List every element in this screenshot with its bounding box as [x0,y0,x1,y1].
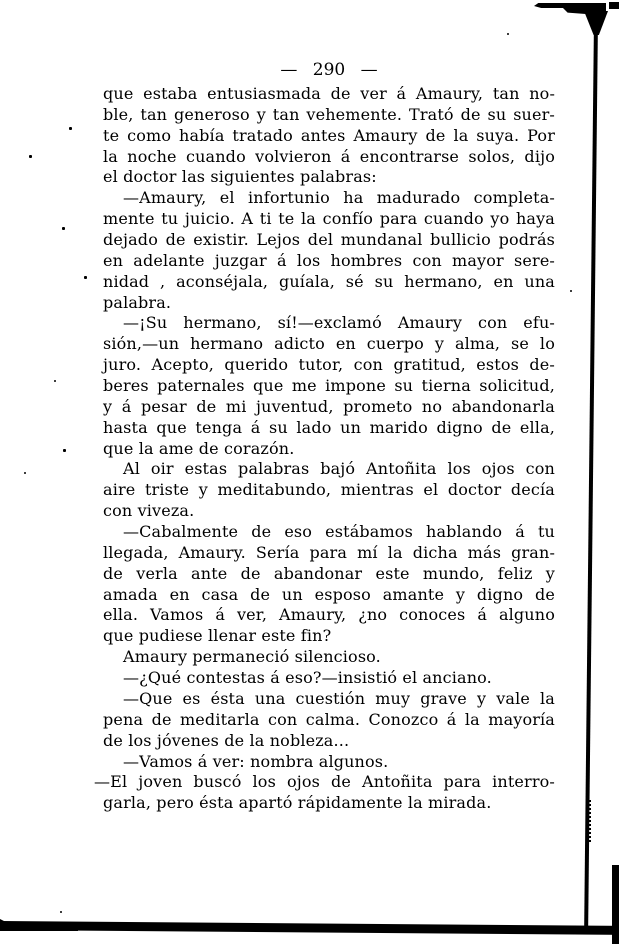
text-line: de los jóvenes de la nobleza... [103,730,350,750]
text-line: —¿Qué contestas á eso?—insistió el anciano. [123,668,492,688]
scan-speck [62,227,65,230]
scan-speck [84,276,87,279]
text-line: hasta que tenga á su lado un marido digno de ella, [103,417,555,437]
text-line: palabra. [103,292,172,312]
scan-speck [29,155,32,158]
text-line: beres paternales que me impone su tierna solicitud, [103,376,555,396]
scan-artifact-top-right-corner [609,2,619,9]
text-line: ella. Vamos á ver, Amaury, ¿no conoces á alguno [103,605,555,625]
text-line: —¡Su hermano, sí!—exclamó Amaury con efu- [123,313,555,333]
text-line: el doctor las siguientes palabras: [103,167,377,187]
text-line: sión,—un hermano adicto en cuerpo y alma, se lo [103,334,555,354]
text-line: que la ame de corazón. [103,438,295,458]
scan-speck [570,290,572,292]
text-line: ble, tan generoso y tan vehemente. Trató de su suer- [103,104,555,124]
body-text [94,84,555,814]
text-line: —Amaury, el infortunio ha madurado completa- [123,188,555,208]
scan-speck [63,449,66,452]
text-line: garla, pero ésta apartó rápidamente la mirada. [103,793,492,813]
scan-speck [60,911,62,913]
scan-artifact-bottom-bar [0,921,619,935]
page-number-header: — 290 — [280,60,378,80]
scan-speck [24,472,26,474]
scan-speck [69,127,72,130]
text-line: te como había tratado antes Amaury de la suya. Por [103,125,555,145]
text-line: llegada, Amaury. Sería para mí la dicha más gran- [103,542,555,562]
scan-speck [54,380,56,382]
text-line: —Vamos á ver: nombra algunos. [123,751,389,771]
text-line: nidad , aconséjala, guíala, sé su hermano, en una [103,271,555,291]
text-line: Al oir estas palabras bajó Antoñita los ojos con [123,459,555,479]
text-line: aire triste y meditabundo, mientras el doctor decía [103,480,555,500]
text-line: con viveza. [103,501,195,521]
text-line: que estaba entusiasmada de ver á Amaury, tan no- [103,84,555,103]
scan-speck [507,33,509,35]
text-line: y á pesar de mi juventud, prometo no abandonarla [103,396,555,416]
text-line: Amaury permaneció silencioso. [123,647,381,667]
text-line: —Cabalmente de eso estábamos hablando á tu [123,522,555,542]
text-line: amada en casa de un esposo amante y digno de [103,584,555,604]
text-line: —El joven buscó los ojos de Antoñita para interro- [94,772,555,792]
text-line: de verla ante de abandonar este mundo, feliz y [103,563,555,583]
text-line: dejado de existir. Lejos del mundanal bullicio podrás [103,230,555,250]
text-line: mente tu juicio. A ti te la confío para cuando yo haya [103,209,555,229]
text-line: juro. Acepto, querido tutor, con gratitud, estos de- [103,355,555,375]
text-line: en adelante juzgar á los hombres con mayor sere- [103,250,555,270]
text-line: la noche cuando volvieron á encontrarse solos, dijo [103,146,555,166]
text-line: que pudiese llenar este fin? [103,626,332,646]
scan-artifact-dotted-dash [589,800,591,842]
text-line: pena de meditarla con calma. Conozco á la mayoría [103,709,555,729]
scan-artifact-gutter-line [584,18,598,933]
text-line: —Que es ésta una cuestión muy grave y vale la [123,688,555,708]
